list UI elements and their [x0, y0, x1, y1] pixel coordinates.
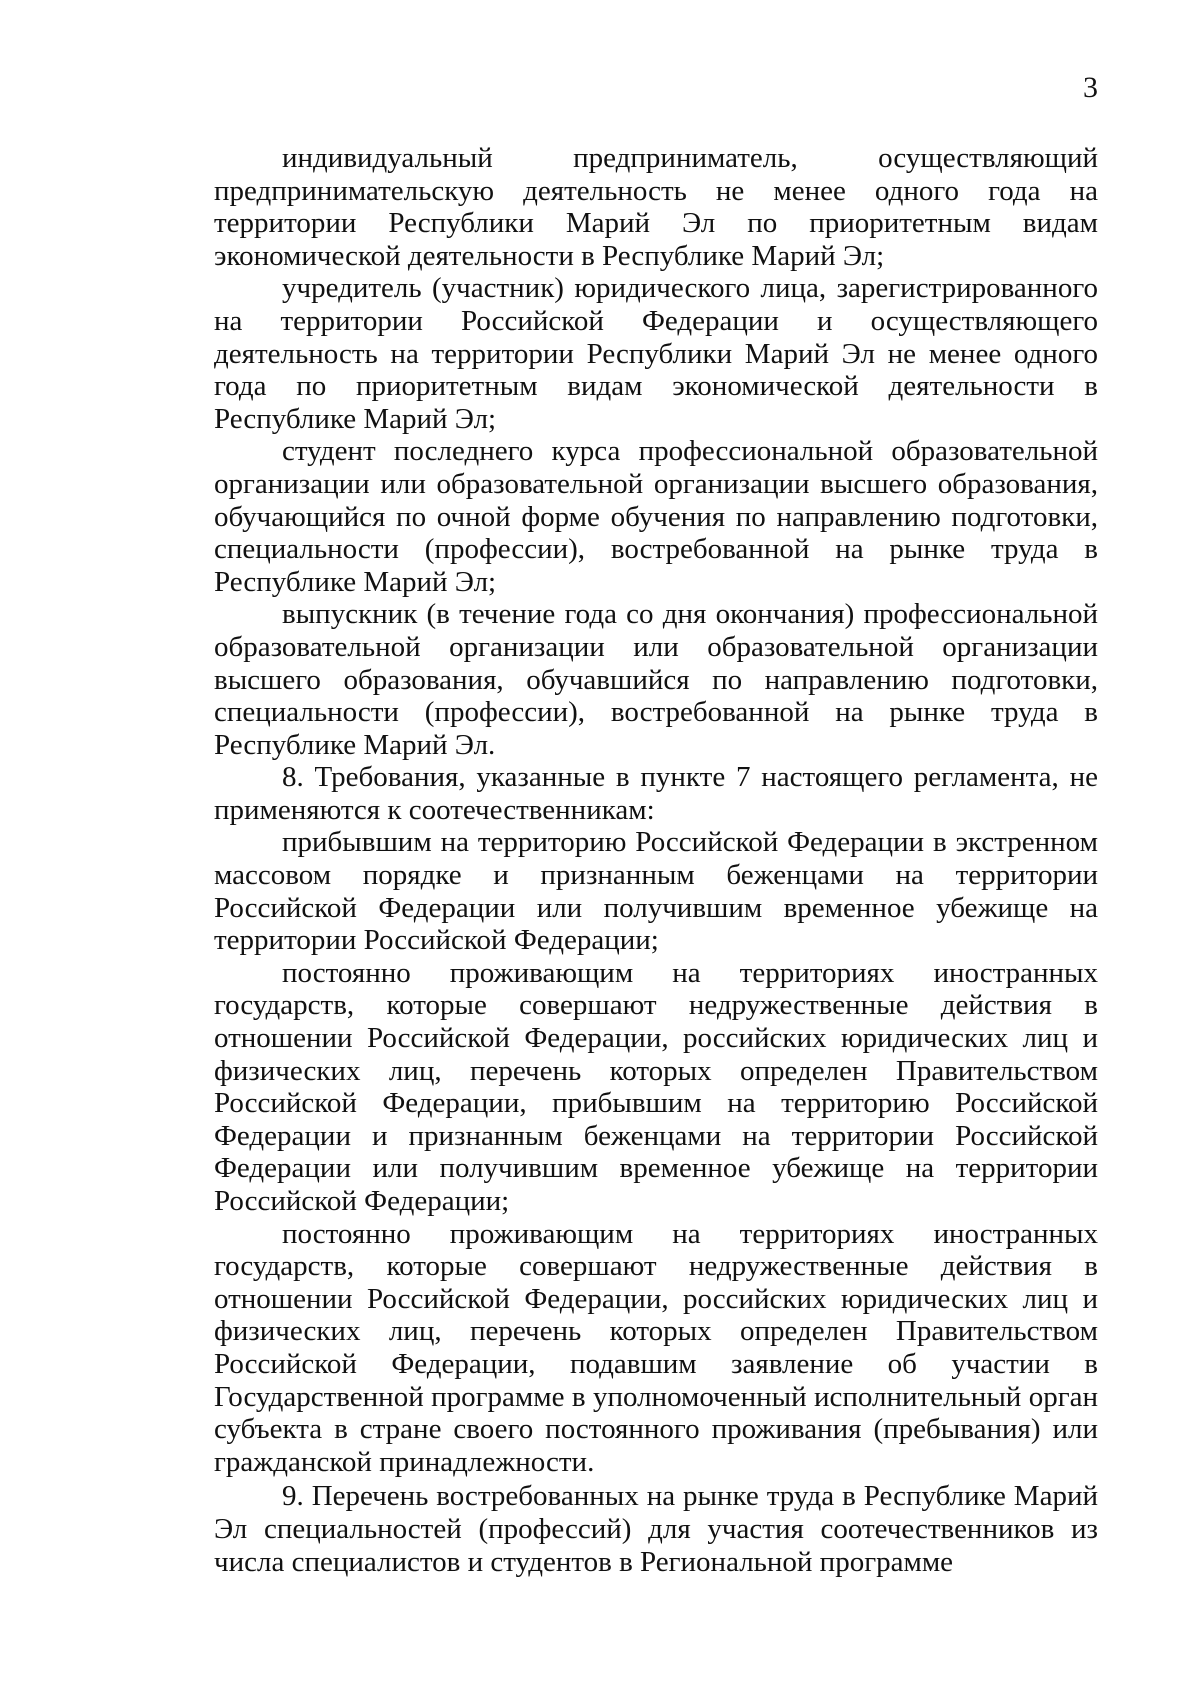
paragraph-student: студент последнего курса профессиональной образовательной организации или образовательной организации высшего образования, обучающийся по очной форме обучения по направлению подготовки, специальности (профессии), востребованной на рынке труда в Республике Марий Эл;: [214, 435, 1098, 598]
paragraph-unfriendly-states-applied: постоянно проживающим на территориях иностранных государств, которые совершают недружественные действия в отношении Российской Федерации, российских юридических лиц и физических лиц, перечень которых определен Правительством Российской Федерации, подавшим заявление об участии в Государственной программе в уполномоченный исполнительный орган субъекта в стране своего постоянного проживания (пребывания) или гражданской принадлежности.: [214, 1217, 1098, 1478]
paragraph-unfriendly-states-arrived: постоянно проживающим на территориях иностранных государств, которые совершают недружественные действия в отношении Российской Федерации, российских юридических лиц и физических лиц, перечень которых определен Правительством Российской Федерации, прибывшим на территорию Российской Федерации и признанным беженцами на территории Российской Федерации или получившим временное убежище на территории Российской Федерации;: [214, 956, 1098, 1217]
document-body: [214, 142, 1098, 1578]
paragraph-item-8: 8. Требования, указанные в пункте 7 настоящего регламента, не применяются к соотечественникам:: [214, 761, 1098, 826]
paragraph-refugees: прибывшим на территорию Российской Федерации в экстренном массовом порядке и признанным беженцами на территории Российской Федерации или получившим временное убежище на территории Российской Федерации;: [214, 826, 1098, 957]
page-number: 3: [1083, 71, 1098, 104]
paragraph-founder: учредитель (участник) юридического лица, зарегистрированного на территории Российской Федерации и осуществляющего деятельность на территории Республики Марий Эл не менее одного года по приоритетным видам экономической деятельности в Республике Марий Эл;: [214, 272, 1098, 435]
paragraph-individual-entrepreneur: индивидуальный предприниматель, осуществляющий предпринимательскую деятельность не менее одного года на территории Республики Марий Эл по приоритетным видам экономической деятельности в Республике Марий Эл;: [214, 142, 1098, 272]
paragraph-item-9: 9. Перечень востребованных на рынке труда в Республике Марий Эл специальностей (профессий) для участия соотечественников из числа специалистов и студентов в Региональной программе: [214, 1480, 1098, 1578]
paragraph-graduate: выпускник (в течение года со дня окончания) профессиональной образовательной организации или образовательной организации высшего образования, обучавшийся по направлению подготовки, специальности (профессии), востребованной на рынке труда в Республике Марий Эл.: [214, 598, 1098, 761]
